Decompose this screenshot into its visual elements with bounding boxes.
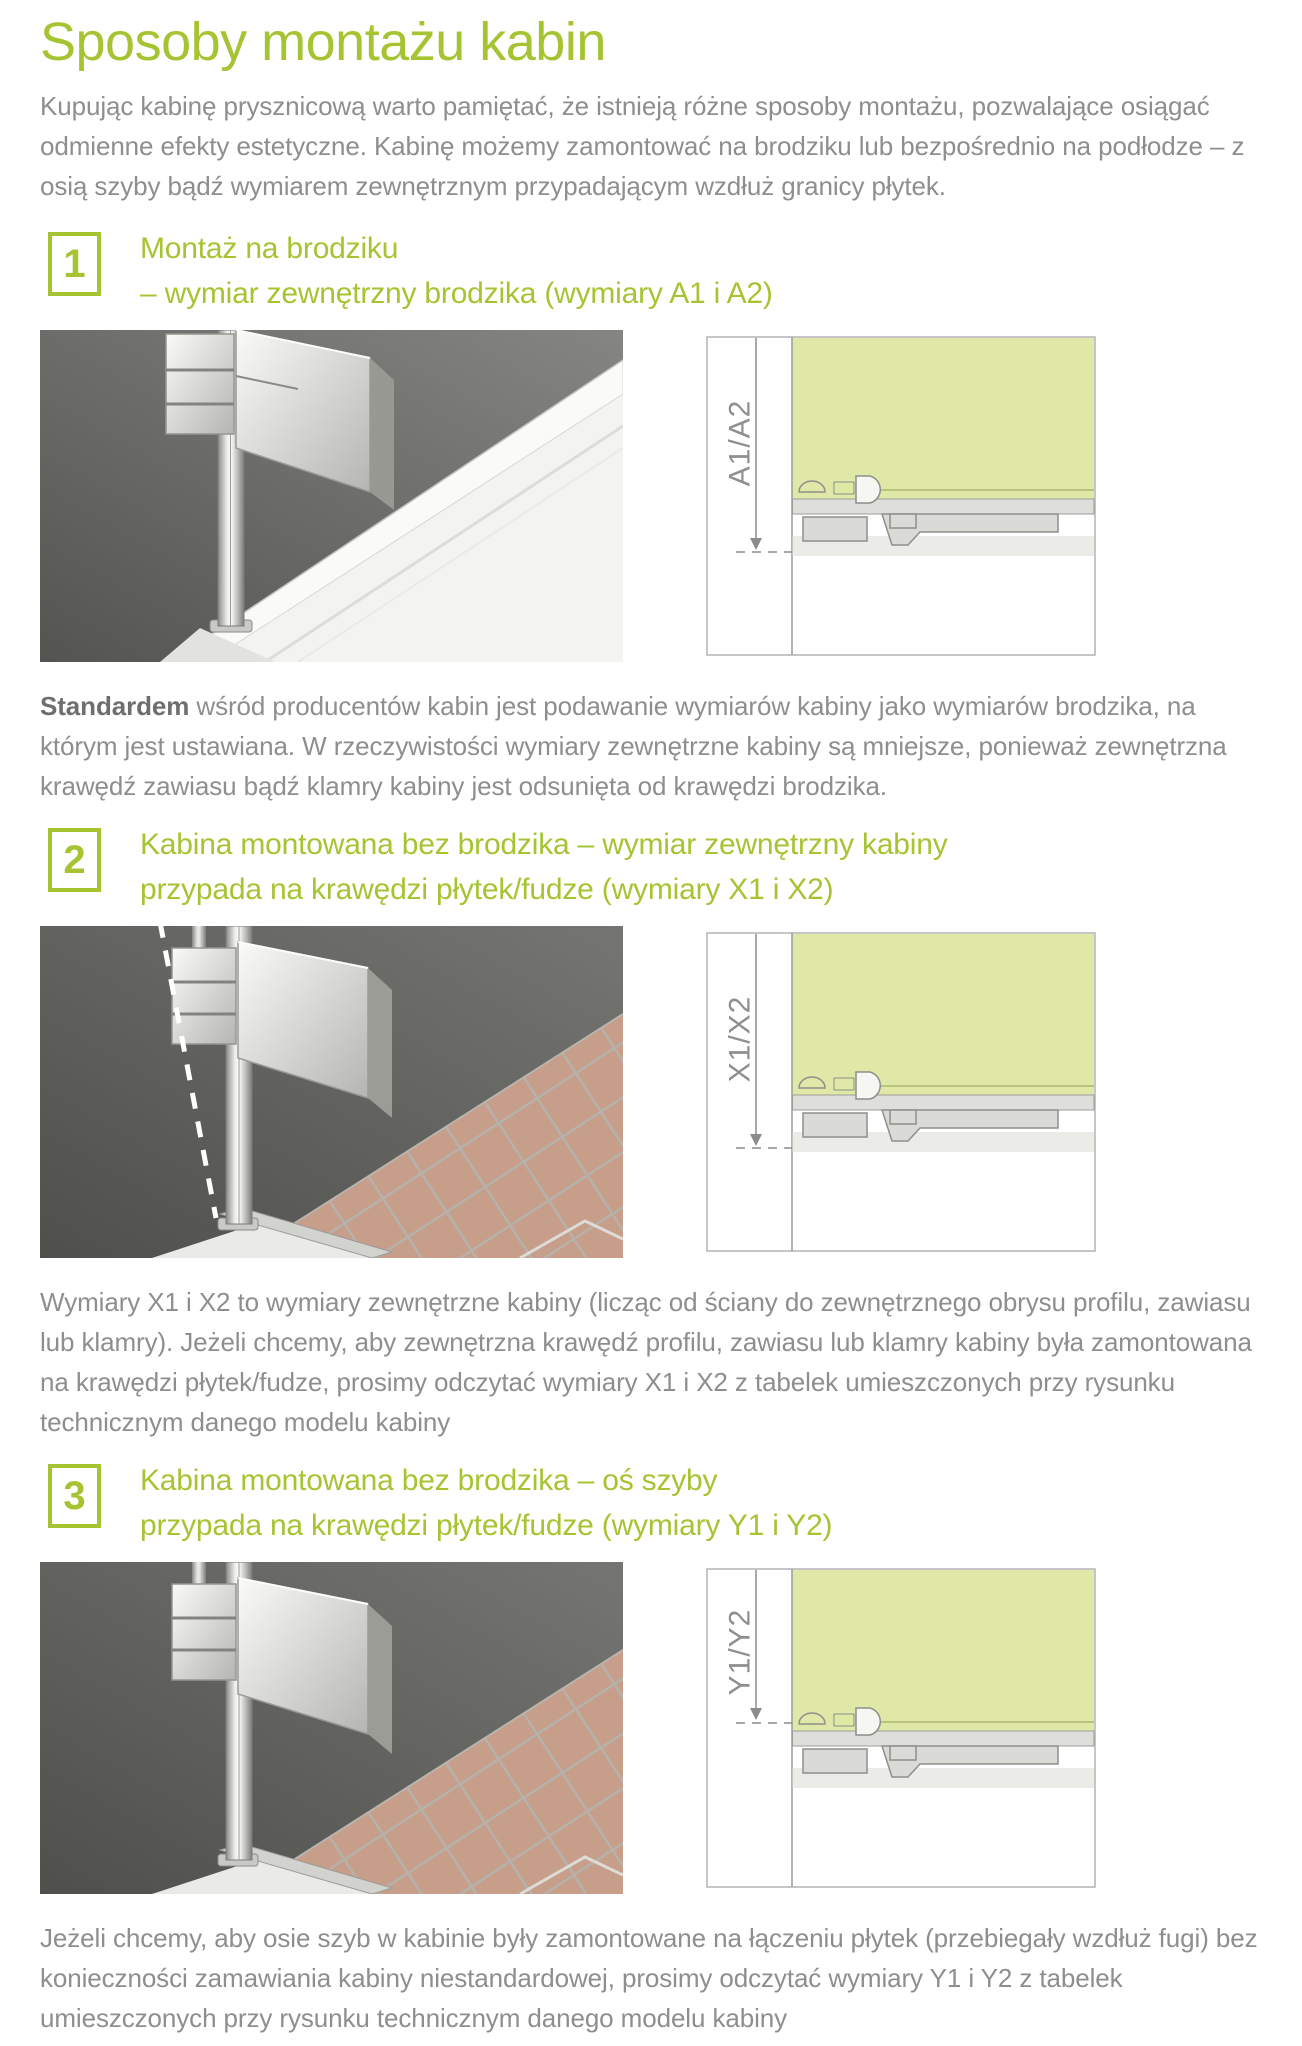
diagram-cabin-outer-dimension (696, 926, 1106, 1258)
section-1-heading-line1: Montaż na brodziku (140, 232, 399, 265)
hinge-plate-edge (368, 1604, 392, 1754)
clamp-section (834, 1714, 854, 1726)
description-lead-word: Standardem (40, 691, 190, 721)
glass-panel (792, 1570, 1094, 1731)
section-2-header (40, 822, 1262, 912)
diagram-dimension-label: A1/A2 (723, 399, 757, 487)
section-2-figures (40, 926, 1262, 1258)
section-1-figures (40, 330, 1262, 662)
clamp-section (834, 482, 854, 494)
hinge-wall-plate (172, 1584, 236, 1680)
page-title: Sposoby montażu kabin (40, 12, 606, 72)
photo-hinge-on-shower-tray (40, 330, 623, 662)
profile-section (856, 1072, 880, 1099)
tray-left-block (803, 1749, 867, 1773)
hinge-wall-plate (172, 948, 236, 1044)
section-no-tray-outer-dimension (40, 822, 1262, 1442)
tray-trim (793, 1731, 1095, 1746)
profile-section (856, 476, 880, 503)
photo-hinge-on-tiles (40, 1562, 623, 1894)
hinge-plate-edge (368, 968, 392, 1118)
section-3-heading-line2: przypada na krawędzi płytek/fudze (wymiary Y1 i Y2) (140, 1509, 833, 1542)
section-no-tray-glass-axis (40, 1458, 1262, 2038)
section-2-description: Wymiary X1 i X2 to wymiary zewnętrzne kabiny (licząc od ściany do zewnętrznego obrysu profilu, zawiasu lub klamry). Jeżeli chcemy, aby zewnętrzna krawędź profilu, zawiasu lub klamry kabiny była zamontowana na krawędzi płytek/fudze, prosimy odczytać wymiary X1 i X2 z tabelek umieszczonych przy rysunku technicznym danego modelu kabiny (40, 1287, 1252, 1437)
clamp-section (834, 1078, 854, 1090)
section-3-number-box (48, 1464, 101, 1528)
diagram-tray-outer-dimension (696, 330, 1106, 662)
section-1-number: 1 (63, 241, 86, 286)
section-2-number: 2 (63, 837, 86, 882)
intro-paragraph: Kupując kabinę prysznicową warto pamiętać, że istnieją różne sposoby montażu, pozwalające osiągać odmienne efekty estetyczne. Kabinę możemy zamontować na brodziku lub bezpośrednio na podłodze – z osią szyby bądź wymiarem zewnętrznym przypadającym wzdłuż granicy płytek. (40, 91, 1245, 201)
diagram-dimension-label: Y1/Y2 (723, 1608, 757, 1696)
section-1-heading (140, 226, 773, 316)
section-3-heading (140, 1458, 832, 1548)
section-1-heading-line2: – wymiar zewnętrzny brodzika (wymiary A1 i A2) (140, 277, 773, 310)
section-1-header (40, 226, 1262, 316)
section-1-number-box (48, 232, 101, 296)
tray-trim (793, 499, 1095, 514)
glass-panel (792, 338, 1094, 499)
tray-left-block (803, 1113, 867, 1137)
diagram-glass-axis-dimension (696, 1562, 1106, 1894)
hinge-plate-edge (370, 358, 394, 510)
glass-panel (792, 934, 1094, 1095)
section-2-heading-line2: przypada na krawędzi płytek/fudze (wymiary X1 i X2) (140, 873, 834, 906)
hinge-wall-plate (166, 334, 234, 434)
section-1-description: Standardem wśród producentów kabin jest podawanie wymiarów kabiny jako wymiarów brodzika, na którym jest ustawiana. W rzeczywistości wymiary zewnętrzne kabiny są mniejsze, ponieważ zewnętrzna krawędź zawiasu bądź klamry kabiny jest odsunięta od krawędzi brodzika. (40, 691, 1227, 801)
section-3-description: Jeżeli chcemy, aby osie szyb w kabinie były zamontowane na łączeniu płytek (przebiegały wzdłuż fugi) bez konieczności zamawiania kabiny niestandardowej, prosimy odczytać wymiary Y1 i Y2 z tabelek umieszczonych przy rysunku technicznym danego modelu kabiny (40, 1923, 1258, 2033)
photo-hinge-on-tiles-dashed-edge (40, 926, 623, 1258)
section-3-header (40, 1458, 1262, 1548)
section-3-number: 3 (63, 1473, 86, 1518)
section-2-heading (140, 822, 948, 912)
section-2-heading-line1: Kabina montowana bez brodzika – wymiar zewnętrzny kabiny (140, 828, 948, 861)
diagram-dimension-label: X1/X2 (723, 995, 757, 1083)
tray-trim (793, 1095, 1095, 1110)
section-3-heading-line1: Kabina montowana bez brodzika – oś szyby (140, 1464, 718, 1497)
tray-left-block (803, 517, 867, 541)
profile-section (856, 1708, 880, 1735)
section-mounting-on-tray (40, 226, 1262, 806)
section-3-figures (40, 1562, 1262, 1894)
section-2-number-box (48, 828, 101, 892)
